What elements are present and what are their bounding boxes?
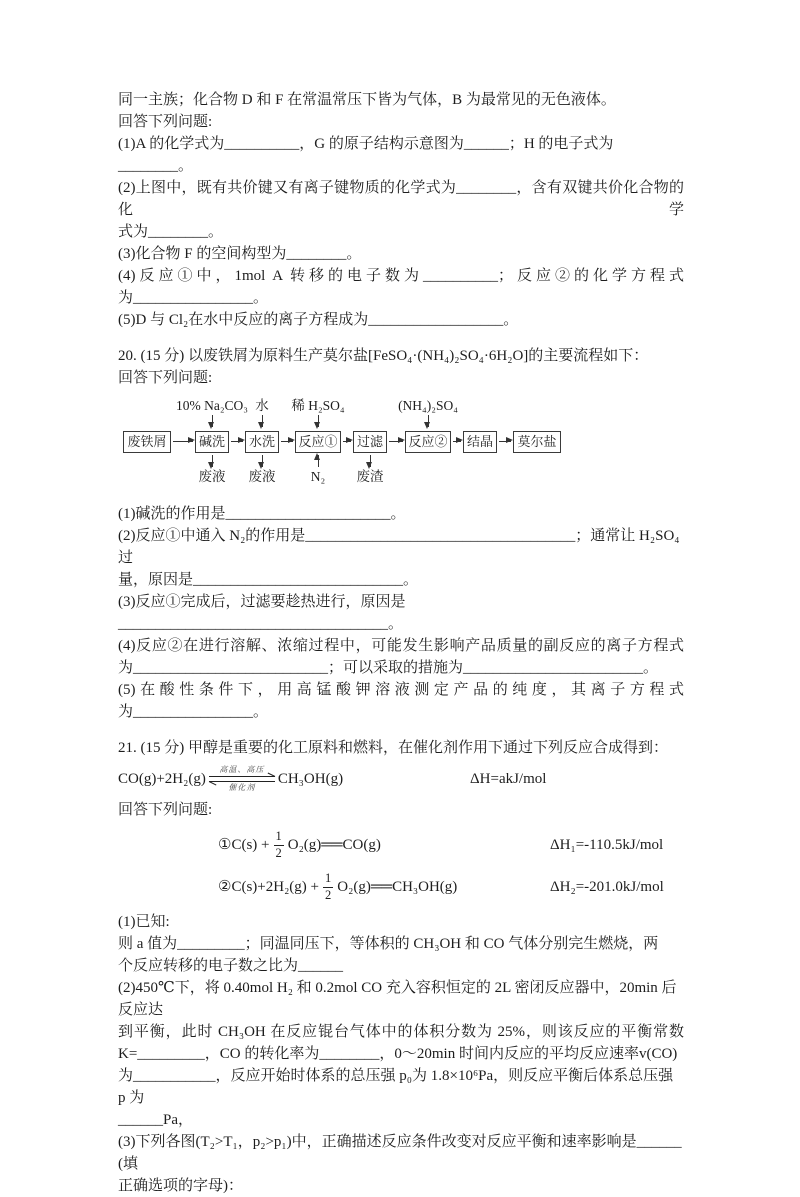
flow-box-alkali-wash: 碱洗: [195, 431, 229, 453]
text-line: 为___________，反应开始时体系的总压强 p₀为 1.8×10⁶Pa，则反应平衡后体系总压强 p 为: [118, 1068, 674, 1106]
text-line: (3)化合物 F 的空间构型为________。: [118, 246, 362, 262]
flow-box-crystallize: 结晶: [463, 431, 497, 453]
fraction-numerator: 1: [323, 872, 333, 887]
text-line: (1)碱洗的作用是______________________。: [118, 506, 406, 522]
flow-input-label: 水: [255, 398, 269, 413]
text-line: 到平衡，此时 CH₃OH 在反应锟台气体中的体积分数为 25%，则该反应的平衡常数: [118, 1024, 684, 1040]
fraction-denominator: 2: [275, 845, 282, 860]
equation-enthalpy: ΔH₂=-201.0kJ/mol: [550, 879, 664, 895]
flow-arrow-right-icon: [281, 441, 293, 442]
flow-input-label: N₂: [310, 469, 326, 484]
harpoon-right-icon: [209, 776, 275, 777]
equation-enthalpy: ΔH₁=-110.5kJ/mol: [550, 837, 664, 853]
flow-arrow-right-icon: [389, 441, 403, 442]
equation-pre: ①C(s) +: [218, 837, 270, 853]
reversible-arrow-icon: [209, 766, 275, 792]
text-line: 为________________。: [118, 290, 269, 306]
fraction-denominator: 2: [325, 887, 332, 902]
flow-box-mohr-salt: 莫尔盐: [513, 431, 561, 453]
flow-arrow-right-icon: [173, 441, 193, 442]
text-line: 则 a 值为_________；同温同压下，等体积的 CH₃OH 和 CO 气体分别完生燃烧，两: [118, 936, 659, 952]
reaction-left: CO(g)+2H₂(g): [118, 771, 206, 787]
flow-output-waste-residue: [315, 454, 425, 485]
equation-post: O₂(g)══CH₃OH(g): [337, 879, 458, 895]
flow-box-scrap-iron: 废铁屑: [123, 431, 171, 453]
flow-arrow-down-icon: [318, 415, 319, 427]
flow-input-label: 10% Na₂CO₃: [175, 398, 249, 413]
fraction-one-half: [274, 830, 284, 859]
flow-box-reaction-1: 反应①: [295, 431, 341, 453]
flow-box-filter: 过滤: [353, 431, 387, 453]
text-line: (3)反应①完成后，过滤要趁热进行，原因是____________________________________。: [118, 594, 406, 632]
fraction-numerator: 1: [274, 830, 284, 845]
text-line: K=_________，CO 的转化率为________，0～20min 时间内反应的平均反应速率v(CO): [118, 1046, 678, 1062]
flow-input-nh42so4: [373, 397, 483, 428]
text-line: 为__________________________；可以采取的措施为________________________。: [118, 660, 659, 676]
flow-output-label: 废渣: [356, 469, 384, 484]
fraction-one-half: [323, 872, 333, 901]
text-line: 回答下列问题:: [118, 114, 213, 130]
text-line: (2)450℃下，将 0.40mol H₂ 和 0.2mol CO 充入容积恒定的 2L 密闭反应器中，20min 后反应达: [118, 980, 677, 1018]
flow-input-label: (NH₄)₂SO₄: [398, 398, 458, 413]
flow-arrow-right-icon: [231, 441, 243, 442]
process-flowchart: [118, 395, 684, 493]
question-21-prompt: 回答下列问题:: [118, 802, 213, 818]
text-line: 量，原因是____________________________。: [118, 572, 419, 588]
text-line: 个反应转移的电子数之比为______: [118, 958, 344, 974]
flow-input-h2so4: [263, 397, 373, 428]
equation-post: O₂(g)══CO(g): [287, 837, 381, 853]
thermochemical-equation-2: [218, 869, 684, 905]
question-21: [118, 737, 684, 1197]
text-line: (1)已知:: [118, 914, 170, 930]
reaction-enthalpy: ΔH=akJ/mol: [470, 771, 547, 787]
flow-arrow-right-icon: [453, 441, 461, 442]
reaction-condition-bottom: 催化剂: [228, 782, 256, 792]
text-line: (4)反应①中，1mol A 转移的电子数为__________；反应②的化学方程式: [118, 268, 684, 284]
text-line: (2)反应①中通入 N₂的作用是____________________________________；通常让 H₂SO₄过: [118, 528, 680, 566]
question-20-heading: 20. (15 分) 以废铁屑为原料生产莫尔盐[FeSO₄·(NH₄)₂SO₄·6H₂O]的主要流程如下：: [118, 348, 649, 364]
text-line: (2)上图中，既有共价键又有离子键物质的化学式为________，含有双键共价化合物的化学: [118, 180, 684, 218]
harpoon-left-icon: [209, 781, 275, 782]
question-20: [118, 345, 684, 723]
flow-arrow-down-icon: [370, 455, 371, 467]
flow-input-label: 稀 H₂SO₄: [291, 398, 345, 413]
question-19-continuation: [118, 89, 684, 331]
text-line: (4)反应②在进行溶解、浓缩过程中，可能发生影响产品质量的副反应的离子方程式: [118, 638, 684, 654]
text-line: 式为________。: [118, 224, 224, 240]
text-line: 正确选项的字母)：: [118, 1178, 243, 1194]
thermochemical-equation-1: [218, 827, 684, 863]
text-line: (5)在酸性条件下，用高锰酸钾溶液测定产品的纯度，其离子方程式: [118, 682, 684, 698]
flow-arrow-down-icon: [428, 415, 429, 427]
text-line: ______Pa，: [118, 1112, 194, 1128]
text-line: 同一主族；化合物 D 和 F 在常温常压下皆为气体，B 为最常见的无色液体。: [118, 92, 616, 108]
text-line: (3)下列各图(T₂>T₁，p₂>p₁)中，正确描述反应条件改变对反应平衡和速率影响是______ (填: [118, 1134, 682, 1172]
methanol-synthesis-equation: [118, 761, 684, 797]
question-21-heading: 21. (15 分) 甲醇是重要的化工原料和燃料，在催化剂作用下通过下列反应合成得到：: [118, 740, 668, 756]
flow-box-reaction-2: 反应②: [405, 431, 451, 453]
reaction-right: CH₃OH(g): [277, 771, 344, 787]
question-20-prompt: 回答下列问题:: [118, 370, 213, 386]
reaction-condition-top: 高温、高压: [219, 765, 265, 775]
equation-pre: ②C(s)+2H₂(g) +: [218, 879, 320, 895]
flow-box-water-wash: 水洗: [245, 431, 279, 453]
text-line: (1)A 的化学式为__________，G 的原子结构示意图为______；H 的电子式为________。: [118, 136, 614, 174]
text-line: (5)D 与 Cl₂在水中反应的离子方程成为__________________。: [118, 312, 519, 328]
flow-output-label: 废液: [198, 469, 226, 484]
flow-arrow-right-icon: [499, 441, 511, 442]
flow-output-label: 废液: [248, 469, 276, 484]
flow-arrow-right-icon: [343, 441, 351, 442]
text-line: 为________________。: [118, 704, 269, 720]
